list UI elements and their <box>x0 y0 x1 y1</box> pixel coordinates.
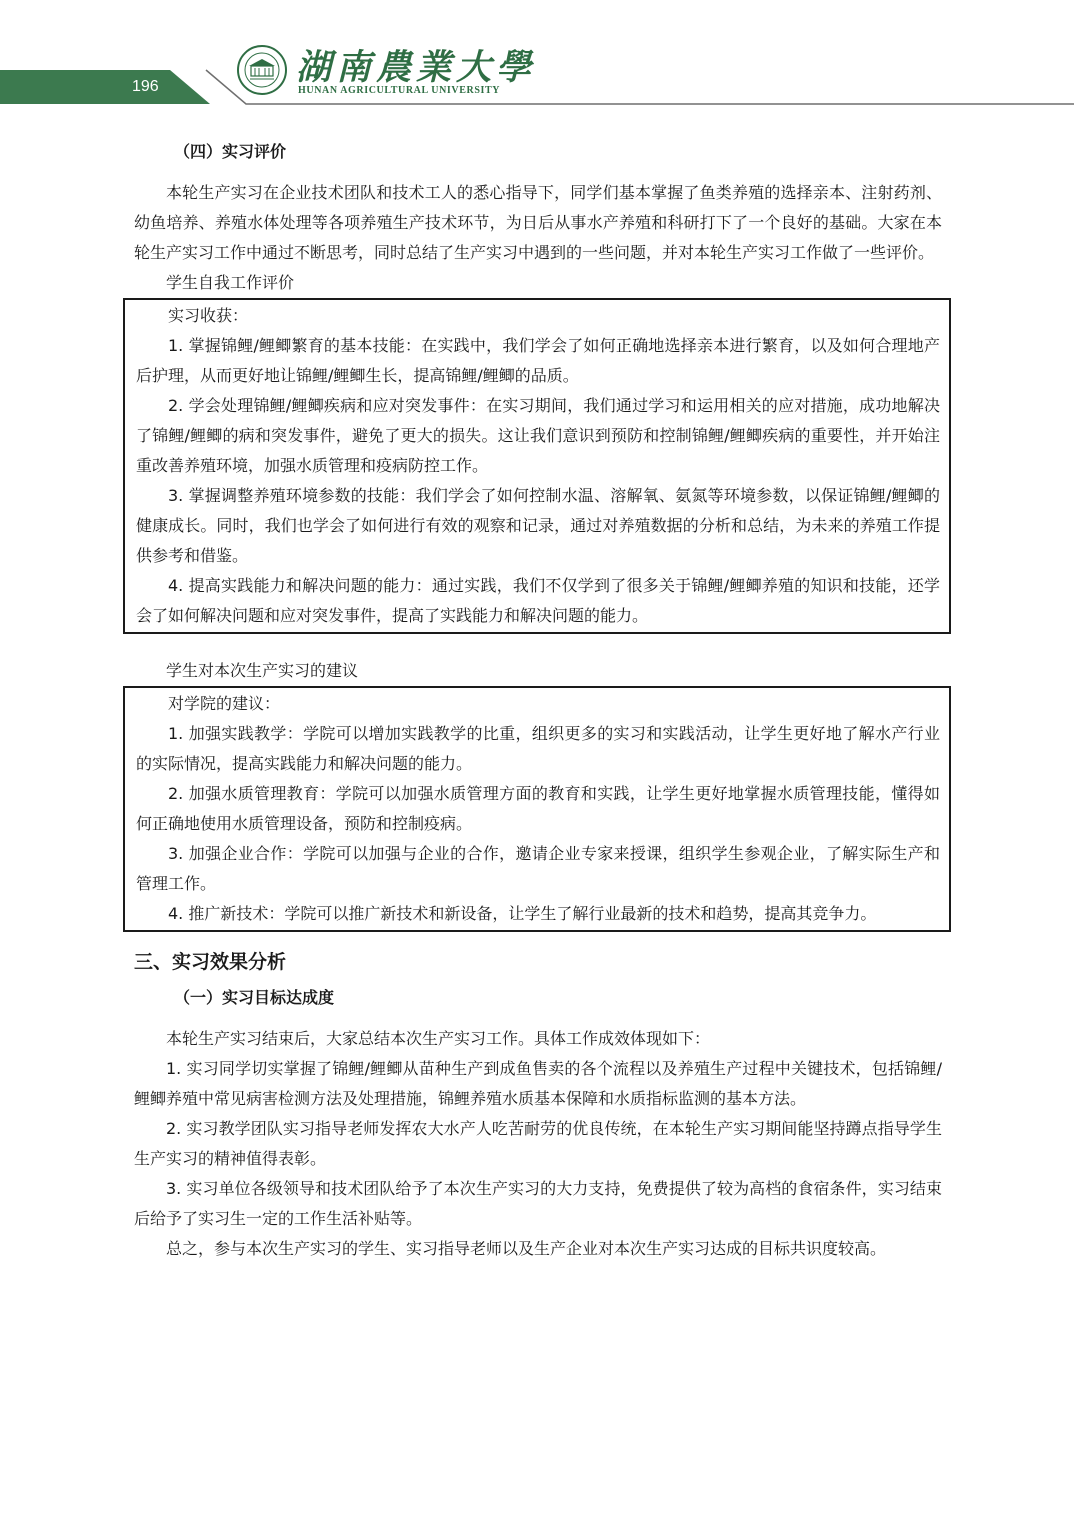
suggestion-title: 学生对本次生产实习的建议 <box>166 661 359 680</box>
section-heading-effect-analysis: 三、实习效果分析 <box>134 951 287 973</box>
university-name-en: HUNAN AGRICULTURAL UNIVERSITY <box>298 85 501 96</box>
paragraph: 2. 实习教学团队实习指导老师发挥农大水产人吃苦耐劳的优良传统，在本轮生产实习期间能坚持蹲点指导学生生产实习的精神值得表彰。 <box>134 1119 942 1168</box>
box-title: 实习收获： <box>168 306 249 325</box>
header-rule <box>0 0 1074 110</box>
list-item: 1. 掌握锦鲤/鲤鲫繁育的基本技能：在实践中，我们学会了如何正确地选择亲本进行繁育，以及如何合理地产后护理，从而更好地让锦鲤/鲤鲫生长，提高锦鲤/鲤鲫的品质。 <box>136 336 940 385</box>
paragraph-intro: 本轮生产实习在企业技术团队和技术工人的悉心指导下，同学们基本掌握了鱼类养殖的选择亲本、注射药剂、幼鱼培养、养殖水体处理等各项养殖生产技术环节，为日后从事水产养殖和科研打下了一个良好的基础。大家在本轮生产实习工作中通过不断思考，同时总结了生产实习中遇到的一些问题，并对本轮生产实习工作做了一些评价。 <box>134 183 942 262</box>
page-body <box>134 136 942 1264</box>
paragraph: 本轮生产实习结束后，大家总结本次生产实习工作。具体工作成效体现如下： <box>166 1029 711 1048</box>
box-title: 对学院的建议： <box>168 694 281 713</box>
list-item: 3. 加强企业合作：学院可以加强与企业的合作，邀请企业专家来授课，组织学生参观企业，了解实际生产和管理工作。 <box>136 844 940 893</box>
list-item: 4. 提高实践能力和解决问题的能力：通过实践，我们不仅学到了很多关于锦鲤/鲤鲫养殖的知识和技能，还学会了如何解决问题和应对突发事件，提高了实践能力和解决问题的能力。 <box>136 576 940 625</box>
list-item: 2. 加强水质管理教育：学院可以加强水质管理方面的教育和实践，让学生更好地掌握水质管理技能，懂得如何正确地使用水质管理设备，预防和控制疫病。 <box>136 784 940 833</box>
paragraph: 3. 实习单位各级领导和技术团队给予了本次生产实习的大力支持，免费提供了较为高档的食宿条件，实习结束后给予了实习生一定的工作生活补贴等。 <box>134 1179 942 1228</box>
self-evaluation-box <box>123 298 951 634</box>
list-item: 2. 学会处理锦鲤/鲤鲫疾病和应对突发事件：在实习期间，我们通过学习和运用相关的应对措施，成功地解决了锦鲤/鲤鲫的病和突发事件，避免了更大的损失。这让我们意识到预防和控制锦鲤/鲤鲫疾病的重要性，并开始注重改善养殖环境，加强水质管理和疫病防控工作。 <box>136 396 940 475</box>
university-name-cn: 湖南農業大學 <box>296 47 537 88</box>
list-item: 3. 掌握调整养殖环境参数的技能：我们学会了如何控制水温、溶解氧、氨氮等环境参数，以保证锦鲤/鲤鲫的健康成长。同时，我们也学会了如何进行有效的观察和记录，通过对养殖数据的分析和总结，为未来的养殖工作提供参考和借鉴。 <box>136 486 940 565</box>
page-number: 196 <box>132 78 159 95</box>
paragraph: 1. 实习同学切实掌握了锦鲤/鲤鲫从苗种生产到成鱼售卖的各个流程以及养殖生产过程中关键技术，包括锦鲤/鲤鲫养殖中常见病害检测方法及处理措施，锦鲤养殖水质基本保障和水质指标监测的基本方法。 <box>134 1059 942 1108</box>
suggestion-box <box>123 686 951 932</box>
self-evaluation-title: 学生自我工作评价 <box>166 273 295 292</box>
section-heading-evaluation: （四）实习评价 <box>174 142 287 161</box>
page-header <box>0 0 1074 110</box>
university-seal-icon <box>236 44 288 96</box>
list-item: 1. 加强实践教学：学院可以增加实践教学的比重，组织更多的实习和实践活动，让学生更好地了解水产行业的实际情况，提高实践能力和解决问题的能力。 <box>136 724 940 773</box>
sub-heading-goal-achievement: （一）实习目标达成度 <box>174 988 335 1007</box>
list-item: 4. 推广新技术：学院可以推广新技术和新设备，让学生了解行业最新的技术和趋势，提高其竞争力。 <box>168 904 877 923</box>
paragraph: 总之，参与本次生产实习的学生、实习指导老师以及生产企业对本次生产实习达成的目标共识度较高。 <box>166 1239 887 1258</box>
